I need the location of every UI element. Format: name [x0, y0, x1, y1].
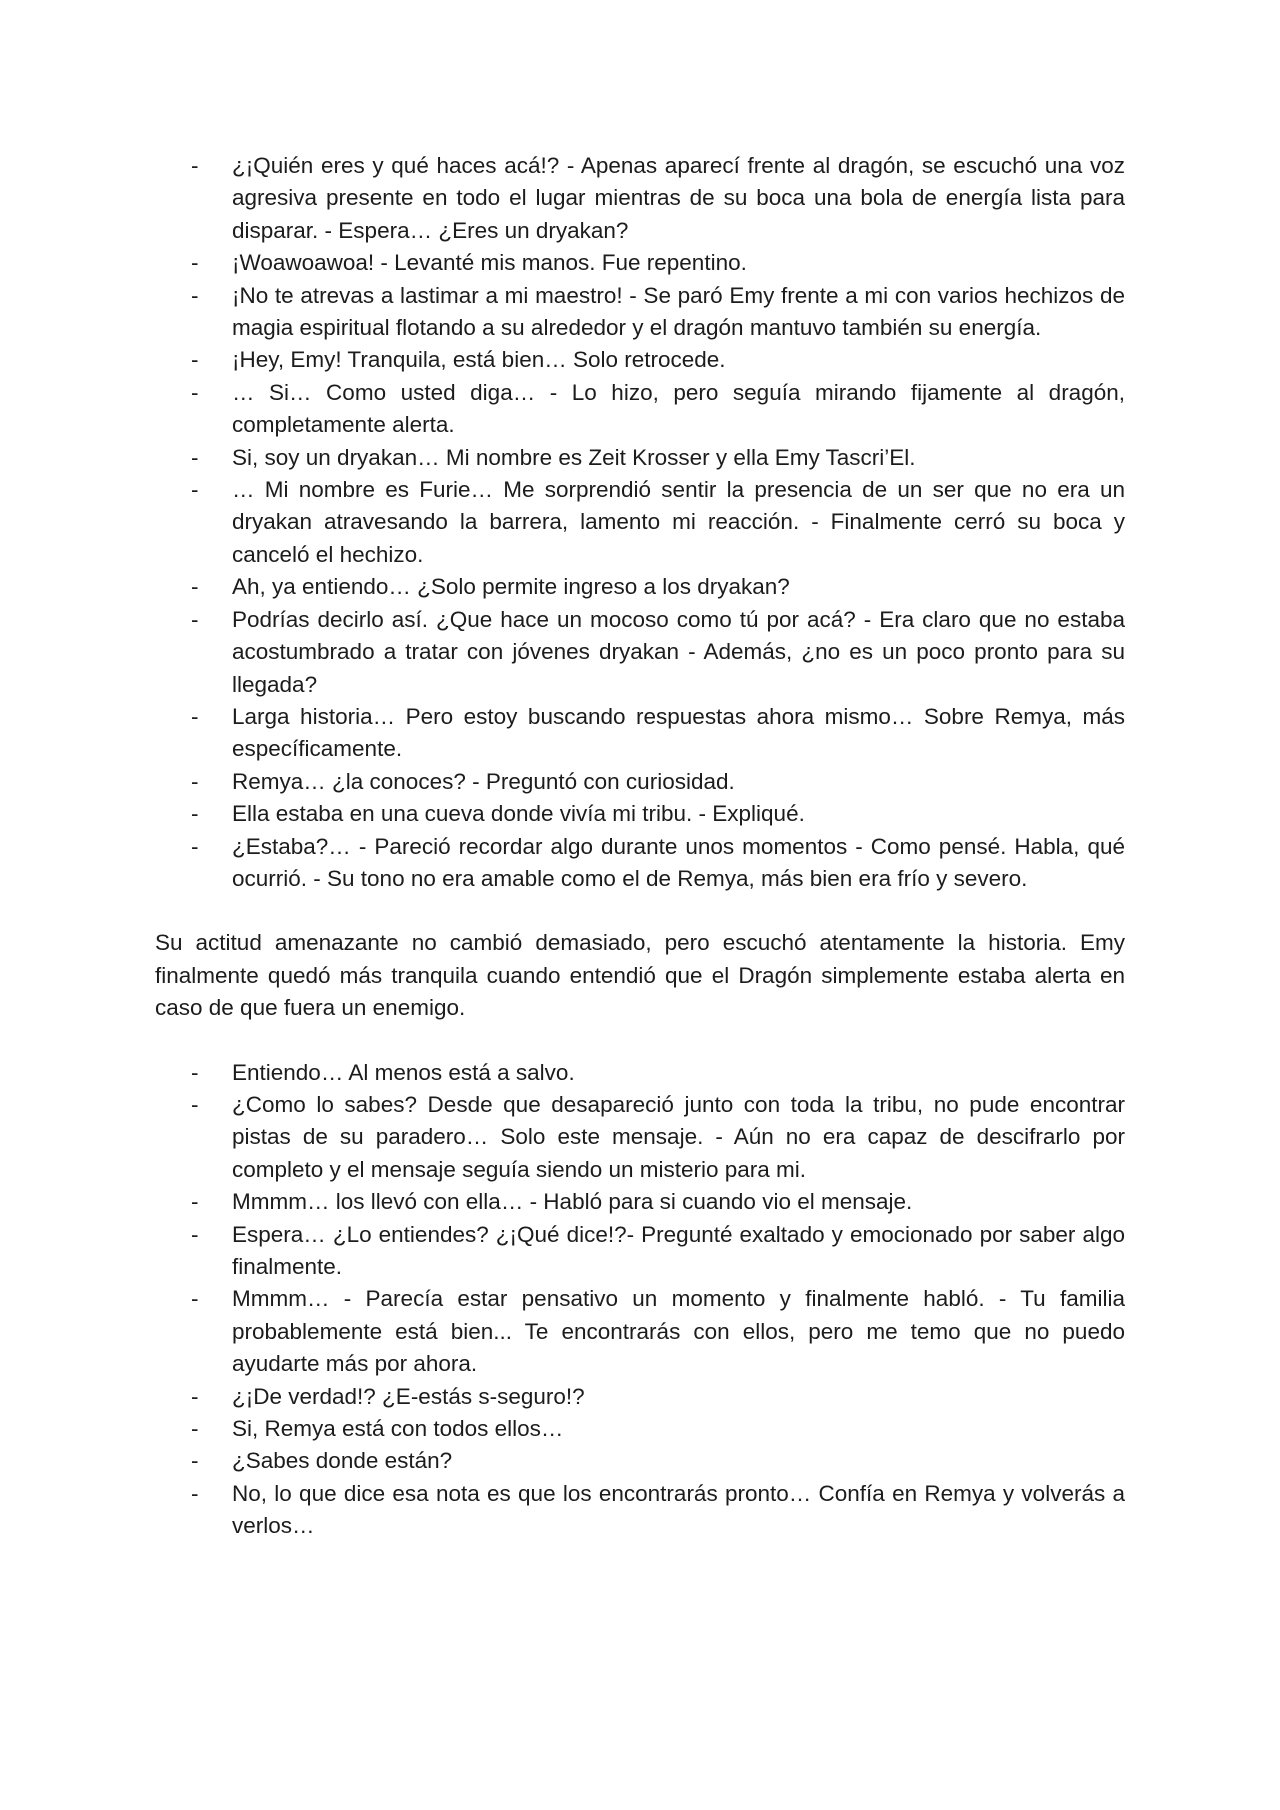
dialogue-text: ¿Como lo sabes? Desde que desapareció junto con toda la tribu, no pude encontrar pistas de su paradero… Solo este mensaje. - Aún no era capaz de descifrarlo por completo y el mensaje seguía siendo un misterio para mi.	[232, 1091, 1125, 1182]
bullet-dash: -	[191, 250, 199, 276]
bullet-dash: -	[191, 379, 199, 405]
bullet-dash: -	[191, 801, 199, 827]
dialogue-line	[155, 1413, 1125, 1445]
bullet-dash: -	[191, 703, 199, 729]
dialogue-text: Ella estaba en una cueva donde vivía mi tribu. - Expliqué.	[232, 801, 805, 827]
dialogue-text: Mmmm… - Parecía estar pensativo un momento y finalmente habló. - Tu familia probablemente está bien... Te encontrarás con ellos, pero me temo que no puedo ayudarte más por ahora.	[232, 1286, 1125, 1377]
dialogue-line	[155, 442, 1125, 474]
dialogue-line	[155, 344, 1125, 376]
bullet-dash: -	[191, 347, 199, 373]
dialogue-text: ¡Woawoawoa! - Levanté mis manos. Fue repentino.	[232, 250, 747, 276]
bullet-dash: -	[191, 1383, 199, 1409]
bullet-dash: -	[191, 768, 199, 794]
dialogue-text: Si, soy un dryakan… Mi nombre es Zeit Krosser y ella Emy Tascri’El.	[232, 444, 916, 470]
dialogue-line	[155, 1057, 1125, 1089]
dialogue-line	[155, 1283, 1125, 1380]
dialogue-text: Larga historia… Pero estoy buscando respuestas ahora mismo… Sobre Remya, más específicamente.	[232, 703, 1125, 762]
bullet-dash: -	[191, 282, 199, 308]
bullet-dash: -	[191, 1221, 199, 1247]
dialogue-line	[155, 1089, 1125, 1186]
dialogue-line	[155, 247, 1125, 279]
dialogue-text: Entiendo… Al menos está a salvo.	[232, 1059, 575, 1085]
dialogue-text: No, lo que dice esa nota es que los encontrarás pronto… Confía en Remya y volverás a verlos…	[232, 1480, 1125, 1539]
bullet-dash: -	[191, 1286, 199, 1312]
bullet-dash: -	[191, 1448, 199, 1474]
dialogue-text: Podrías decirlo así. ¿Que hace un mocoso como tú por acá? - Era claro que no estaba acostumbrado a tratar con jóvenes dryakan - Además, ¿no es un poco pronto para su llegada?	[232, 606, 1125, 697]
dialogue-line	[155, 831, 1125, 896]
dialogue-text: Mmmm… los llevó con ella… - Habló para si cuando vio el mensaje.	[232, 1189, 913, 1215]
dialogue-line	[155, 1219, 1125, 1284]
bullet-dash: -	[191, 1091, 199, 1117]
bullet-dash: -	[191, 444, 199, 470]
bullet-dash: -	[191, 1416, 199, 1442]
dialogue-text: ¿Estaba?… - Pareció recordar algo durante unos momentos - Como pensé. Habla, qué ocurrió. - Su tono no era amable como el de Remya, más bien era frío y severo.	[232, 833, 1125, 891]
narration-paragraph: Su actitud amenazante no cambió demasiado, pero escuchó atentamente la historia. Emy finalmente quedó más tranquila cuando entendió que el Dragón simplemente estaba alerta en caso de que fuera un enemigo.	[155, 930, 1125, 1021]
dialogue-text: … Si… Como usted diga… - Lo hizo, pero seguía mirando fijamente al dragón, completamente alerta.	[232, 379, 1125, 438]
dialogue-line	[155, 280, 1125, 345]
dialogue-text: Ah, ya entiendo… ¿Solo permite ingreso a los dryakan?	[232, 574, 790, 600]
dialogue-line	[155, 604, 1125, 701]
bullet-dash: -	[191, 1189, 199, 1215]
dialogue-line	[155, 766, 1125, 798]
dialogue-line	[155, 571, 1125, 603]
dialogue-line	[155, 1445, 1125, 1477]
bullet-dash: -	[191, 833, 199, 859]
dialogue-text: ¡No te atrevas a lastimar a mi maestro! - Se paró Emy frente a mi con varios hechizos de magia espiritual flotando a su alrededor y el dragón mantuvo también su energía.	[232, 282, 1125, 341]
dialogue-text: … Mi nombre es Furie… Me sorprendió sentir la presencia de un ser que no era un dryakan atravesando la barrera, lamento mi reacción. - Finalmente cerró su boca y canceló el hechizo.	[232, 477, 1125, 567]
dialogue-line	[155, 377, 1125, 442]
dialogue-text: ¿Sabes donde están?	[232, 1448, 453, 1474]
dialogue-line	[155, 474, 1125, 571]
dialogue-list-2	[155, 1057, 1125, 1543]
dialogue-line	[155, 150, 1125, 247]
dialogue-text: ¡Hey, Emy! Tranquila, está bien… Solo retrocede.	[232, 347, 726, 373]
bullet-dash: -	[191, 477, 199, 503]
bullet-dash: -	[191, 1059, 199, 1085]
dialogue-text: ¿¡De verdad!? ¿E-estás s-seguro!?	[232, 1383, 585, 1409]
dialogue-list-1	[155, 150, 1125, 895]
bullet-dash: -	[191, 606, 199, 632]
dialogue-text: Remya… ¿la conoces? - Preguntó con curiosidad.	[232, 768, 735, 794]
bullet-dash: -	[191, 153, 199, 178]
dialogue-line	[155, 1381, 1125, 1413]
bullet-dash: -	[191, 1480, 199, 1506]
dialogue-text: Espera… ¿Lo entiendes? ¿¡Qué dice!?- Pregunté exaltado y emocionado por saber algo finalmente.	[232, 1221, 1125, 1279]
dialogue-line	[155, 701, 1125, 766]
dialogue-text: ¿¡Quién eres y qué haces acá!? - Apenas aparecí frente al dragón, se escuchó una voz agresiva presente en todo el lugar mientras de su boca una bola de energía lista para disparar. - Espera… ¿Eres un dryakan?	[232, 153, 1125, 243]
dialogue-text: Si, Remya está con todos ellos…	[232, 1416, 564, 1442]
dialogue-line	[155, 798, 1125, 830]
bullet-dash: -	[191, 574, 199, 600]
dialogue-line	[155, 1478, 1125, 1543]
dialogue-line	[155, 1186, 1125, 1218]
document-page	[155, 150, 1125, 1543]
